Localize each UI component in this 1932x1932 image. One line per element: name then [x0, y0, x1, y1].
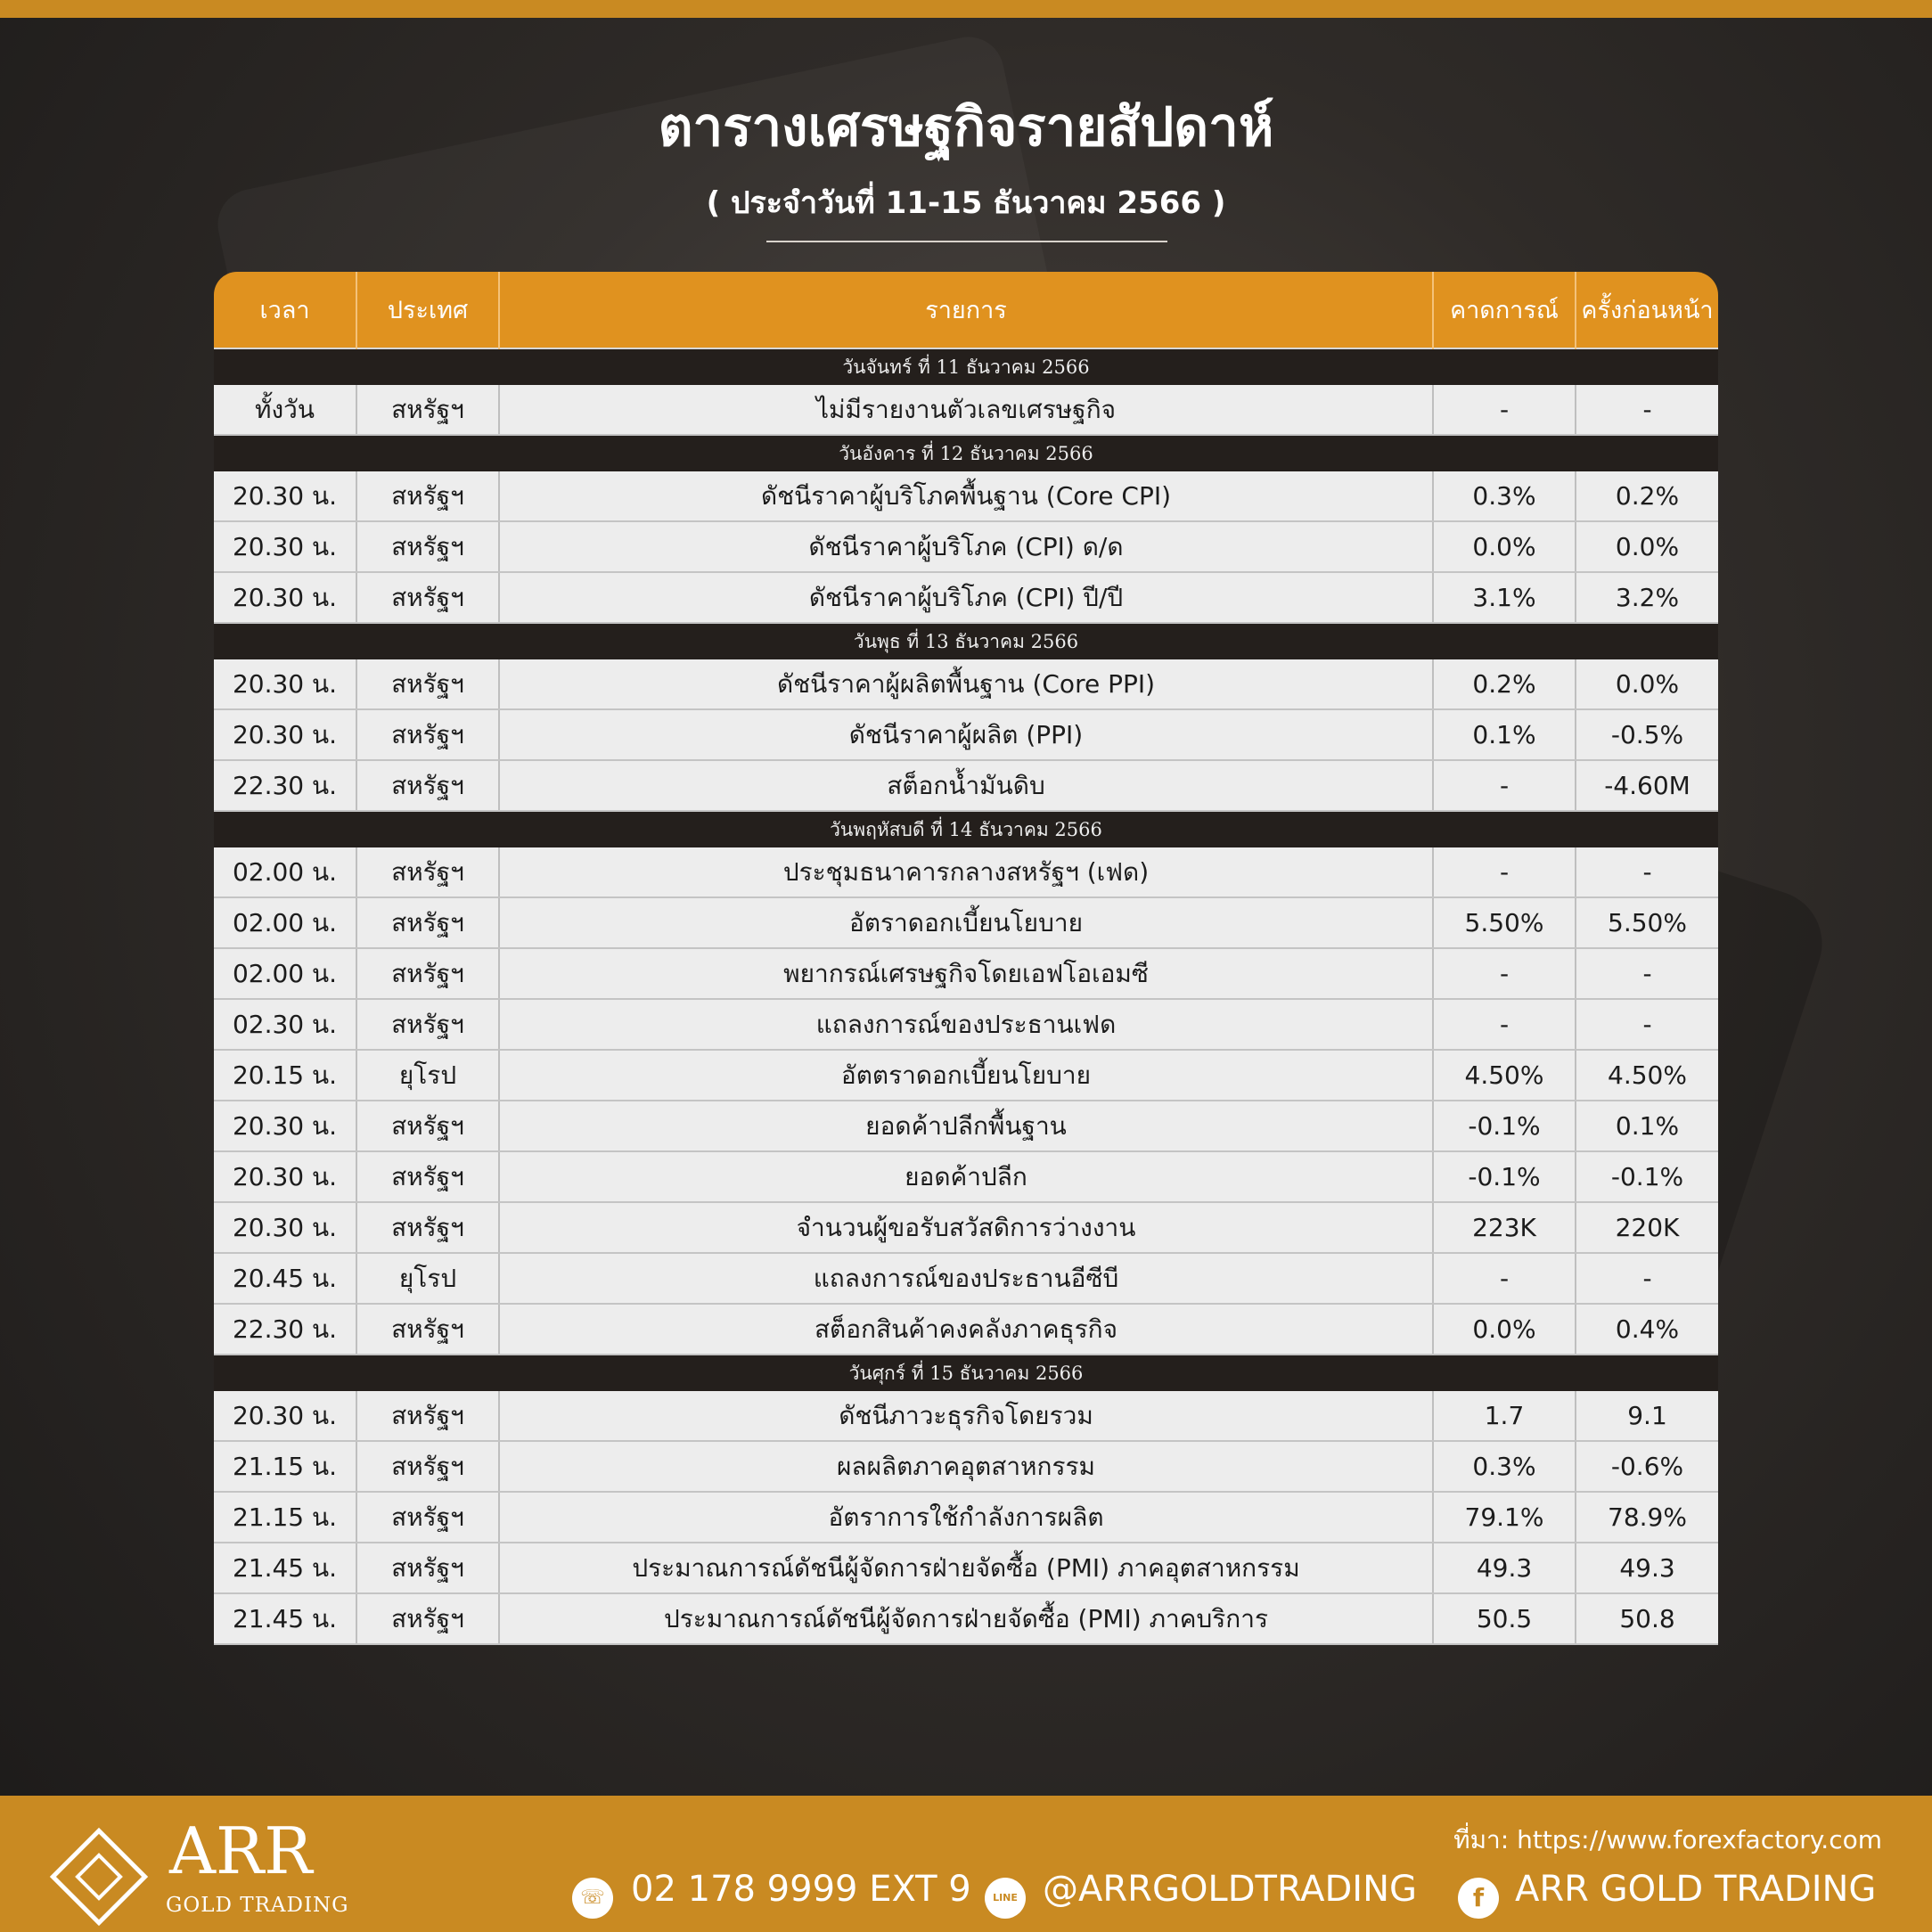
column-header-country: ประเทศ: [356, 272, 499, 348]
cell-country: ยุโรป: [356, 1253, 499, 1304]
cell-country: สหรัฐฯ: [356, 572, 499, 623]
cell-time: 20.45 น.: [214, 1253, 356, 1304]
cell-item: อัตตราดอกเบี้ยนโยบาย: [499, 1050, 1433, 1101]
cell-previous: -: [1576, 999, 1718, 1050]
cell-country: สหรัฐฯ: [356, 1101, 499, 1151]
table-row: [214, 948, 1718, 999]
cell-forecast: -: [1433, 760, 1576, 811]
cell-time: 20.30 น.: [214, 1202, 356, 1253]
cell-country: สหรัฐฯ: [356, 999, 499, 1050]
cell-item: ดัชนีราคาผู้ผลิต (PPI): [499, 709, 1433, 760]
phone-icon: ☏: [572, 1878, 613, 1919]
facebook-page[interactable]: ARR GOLD TRADING: [1515, 1869, 1877, 1910]
page-title: ตารางเศรษฐกิจรายสัปดาห์: [658, 96, 1274, 159]
cell-previous: -4.60M: [1576, 760, 1718, 811]
cell-country: สหรัฐฯ: [356, 897, 499, 948]
cell-forecast: -: [1433, 847, 1576, 897]
cell-item: อัตราดอกเบี้ยนโยบาย: [499, 897, 1433, 948]
brand-logo: ARR: [169, 1813, 313, 1888]
cell-item: ยอดค้าปลีก: [499, 1151, 1433, 1202]
cell-previous: -0.5%: [1576, 709, 1718, 760]
cell-country: สหรัฐฯ: [356, 1304, 499, 1355]
cell-item: ประมาณการณ์ดัชนีผู้จัดการฝ่ายจัดซื้อ (PMI) ภาคบริการ: [499, 1593, 1433, 1644]
cell-item: ดัชนีราคาผู้บริโภค (CPI) ด/ด: [499, 521, 1433, 572]
day-label: วันศุกร์ ที่ 15 ธันวาคม 2566: [214, 1355, 1718, 1391]
cell-item: อัตราการใช้กำลังการผลิต: [499, 1492, 1433, 1543]
cell-previous: 78.9%: [1576, 1492, 1718, 1543]
cell-time: 20.15 น.: [214, 1050, 356, 1101]
cell-country: สหรัฐฯ: [356, 659, 499, 709]
cell-item: ประชุมธนาคารกลางสหรัฐฯ (เฟด): [499, 847, 1433, 897]
cell-previous: -: [1576, 847, 1718, 897]
day-header-row: [214, 811, 1718, 847]
cell-previous: -: [1576, 385, 1718, 435]
cell-previous: 49.3: [1576, 1543, 1718, 1593]
cell-forecast: -0.1%: [1433, 1151, 1576, 1202]
cell-time: 20.30 น.: [214, 1101, 356, 1151]
cell-forecast: 0.1%: [1433, 709, 1576, 760]
day-label: วันจันทร์ ที่ 11 ธันวาคม 2566: [214, 348, 1718, 385]
cell-item: สต็อกสินค้าคงคลังภาคธุรกิจ: [499, 1304, 1433, 1355]
cell-previous: 50.8: [1576, 1593, 1718, 1644]
day-header-row: [214, 435, 1718, 471]
cell-previous: 220K: [1576, 1202, 1718, 1253]
cell-previous: -0.6%: [1576, 1441, 1718, 1492]
table-row: [214, 1101, 1718, 1151]
table-row: [214, 897, 1718, 948]
source-credit: ที่มา: https://www.forexfactory.com: [1453, 1825, 1882, 1854]
cell-time: 22.30 น.: [214, 760, 356, 811]
cell-time: ทั้งวัน: [214, 385, 356, 435]
cell-item: ดัชนีราคาผู้บริโภค (CPI) ปี/ปี: [499, 572, 1433, 623]
table-row: [214, 1391, 1718, 1441]
cell-item: จำนวนผู้ขอรับสวัสดิการว่างงาน: [499, 1202, 1433, 1253]
table-row: [214, 1492, 1718, 1543]
day-header-row: [214, 623, 1718, 659]
cell-forecast: -: [1433, 999, 1576, 1050]
facebook-icon: f: [1458, 1878, 1499, 1919]
cell-time: 20.30 น.: [214, 471, 356, 521]
cell-country: สหรัฐฯ: [356, 709, 499, 760]
cell-previous: 3.2%: [1576, 572, 1718, 623]
day-header-row: [214, 1355, 1718, 1391]
table-row: [214, 999, 1718, 1050]
table-row: [214, 1253, 1718, 1304]
economic-calendar-table: [214, 272, 1718, 1645]
cell-country: สหรัฐฯ: [356, 948, 499, 999]
cell-time: 20.30 น.: [214, 659, 356, 709]
cell-country: สหรัฐฯ: [356, 1593, 499, 1644]
table-row: [214, 1202, 1718, 1253]
cell-forecast: -: [1433, 948, 1576, 999]
cell-forecast: 0.2%: [1433, 659, 1576, 709]
table-row: [214, 572, 1718, 623]
cell-item: ผลผลิตภาคอุตสาหกรรม: [499, 1441, 1433, 1492]
cell-forecast: -0.1%: [1433, 1101, 1576, 1151]
column-header-forecast: คาดการณ์: [1433, 272, 1576, 348]
table-row: [214, 760, 1718, 811]
cell-item: ไม่มีรายงานตัวเลขเศรษฐกิจ: [499, 385, 1433, 435]
table-row: [214, 1543, 1718, 1593]
cell-previous: 9.1: [1576, 1391, 1718, 1441]
day-label: วันอังคาร ที่ 12 ธันวาคม 2566: [214, 435, 1718, 471]
cell-forecast: 0.3%: [1433, 471, 1576, 521]
cell-item: ยอดค้าปลีกพื้นฐาน: [499, 1101, 1433, 1151]
cell-country: สหรัฐฯ: [356, 1492, 499, 1543]
page-subtitle: ( ประจำวันที่ 11-15 ธันวาคม 2566 ): [706, 185, 1226, 221]
title-divider: [766, 241, 1167, 242]
cell-previous: 0.4%: [1576, 1304, 1718, 1355]
cell-time: 20.30 น.: [214, 521, 356, 572]
cell-time: 20.30 น.: [214, 572, 356, 623]
cell-previous: 0.0%: [1576, 521, 1718, 572]
table-row: [214, 471, 1718, 521]
table-row: [214, 1151, 1718, 1202]
cell-item: แถลงการณ์ของประธานอีซีบี: [499, 1253, 1433, 1304]
cell-country: สหรัฐฯ: [356, 847, 499, 897]
cell-forecast: -: [1433, 1253, 1576, 1304]
cell-item: สต็อกน้ำมันดิบ: [499, 760, 1433, 811]
cell-previous: -0.1%: [1576, 1151, 1718, 1202]
table-row: [214, 709, 1718, 760]
cell-previous: 0.1%: [1576, 1101, 1718, 1151]
cell-item: ประมาณการณ์ดัชนีผู้จัดการฝ่ายจัดซื้อ (PMI) ภาคอุตสาหกรรม: [499, 1543, 1433, 1593]
cell-forecast: 0.0%: [1433, 521, 1576, 572]
table-row: [214, 1050, 1718, 1101]
column-header-item: รายการ: [499, 272, 1433, 348]
cell-time: 21.15 น.: [214, 1441, 356, 1492]
cell-time: 21.45 น.: [214, 1593, 356, 1644]
table-body: [214, 348, 1718, 1644]
cell-country: สหรัฐฯ: [356, 1202, 499, 1253]
cell-country: สหรัฐฯ: [356, 471, 499, 521]
cell-time: 22.30 น.: [214, 1304, 356, 1355]
cell-forecast: 0.0%: [1433, 1304, 1576, 1355]
phone-number[interactable]: 02 178 9999 EXT 9: [631, 1869, 971, 1910]
cell-item: ดัชนีราคาผู้ผลิตพื้นฐาน (Core PPI): [499, 659, 1433, 709]
cell-forecast: 5.50%: [1433, 897, 1576, 948]
cell-time: 20.30 น.: [214, 1391, 356, 1441]
cell-previous: 4.50%: [1576, 1050, 1718, 1101]
table-row: [214, 1304, 1718, 1355]
day-label: วันพฤหัสบดี ที่ 14 ธันวาคม 2566: [214, 811, 1718, 847]
cell-item: ดัชนีราคาผู้บริโภคพื้นฐาน (Core CPI): [499, 471, 1433, 521]
top-accent-stripe: [0, 0, 1932, 18]
cell-forecast: 3.1%: [1433, 572, 1576, 623]
line-id[interactable]: @ARRGOLDTRADING: [1043, 1869, 1417, 1910]
cell-previous: -: [1576, 948, 1718, 999]
cell-item: พยากรณ์เศรษฐกิจโดยเอฟโอเอมซี: [499, 948, 1433, 999]
cell-forecast: 223K: [1433, 1202, 1576, 1253]
cell-forecast: 49.3: [1433, 1543, 1576, 1593]
cell-previous: 0.0%: [1576, 659, 1718, 709]
cell-forecast: 50.5: [1433, 1593, 1576, 1644]
cell-time: 02.30 น.: [214, 999, 356, 1050]
table-row: [214, 1593, 1718, 1644]
cell-time: 02.00 น.: [214, 847, 356, 897]
cell-country: สหรัฐฯ: [356, 1391, 499, 1441]
cell-previous: 5.50%: [1576, 897, 1718, 948]
table-header-row: [214, 272, 1718, 348]
column-header-previous: ครั้งก่อนหน้า: [1576, 272, 1718, 348]
table-row: [214, 1441, 1718, 1492]
cell-country: สหรัฐฯ: [356, 1151, 499, 1202]
cell-country: สหรัฐฯ: [356, 1543, 499, 1593]
table-row: [214, 521, 1718, 572]
cell-time: 20.30 น.: [214, 709, 356, 760]
cell-time: 02.00 น.: [214, 897, 356, 948]
brand-subtitle: GOLD TRADING: [166, 1894, 349, 1917]
day-header-row: [214, 348, 1718, 385]
day-label: วันพุธ ที่ 13 ธันวาคม 2566: [214, 623, 1718, 659]
footer: [0, 1796, 1932, 1932]
table-row: [214, 659, 1718, 709]
cell-forecast: 1.7: [1433, 1391, 1576, 1441]
cell-forecast: 79.1%: [1433, 1492, 1576, 1543]
cell-time: 21.15 น.: [214, 1492, 356, 1543]
line-icon: LINE: [985, 1878, 1026, 1919]
cell-previous: -: [1576, 1253, 1718, 1304]
cell-forecast: 0.3%: [1433, 1441, 1576, 1492]
column-header-time: เวลา: [214, 272, 356, 348]
cell-country: ยุโรป: [356, 1050, 499, 1101]
table-row: [214, 385, 1718, 435]
cell-time: 21.45 น.: [214, 1543, 356, 1593]
cell-previous: 0.2%: [1576, 471, 1718, 521]
cell-country: สหรัฐฯ: [356, 521, 499, 572]
cell-country: สหรัฐฯ: [356, 760, 499, 811]
cell-forecast: 4.50%: [1433, 1050, 1576, 1101]
cell-time: 02.00 น.: [214, 948, 356, 999]
cell-time: 20.30 น.: [214, 1151, 356, 1202]
cell-forecast: -: [1433, 385, 1576, 435]
cell-item: แถลงการณ์ของประธานเฟด: [499, 999, 1433, 1050]
table-row: [214, 847, 1718, 897]
cell-country: สหรัฐฯ: [356, 385, 499, 435]
cell-country: สหรัฐฯ: [356, 1441, 499, 1492]
cell-item: ดัชนีภาวะธุรกิจโดยรวม: [499, 1391, 1433, 1441]
